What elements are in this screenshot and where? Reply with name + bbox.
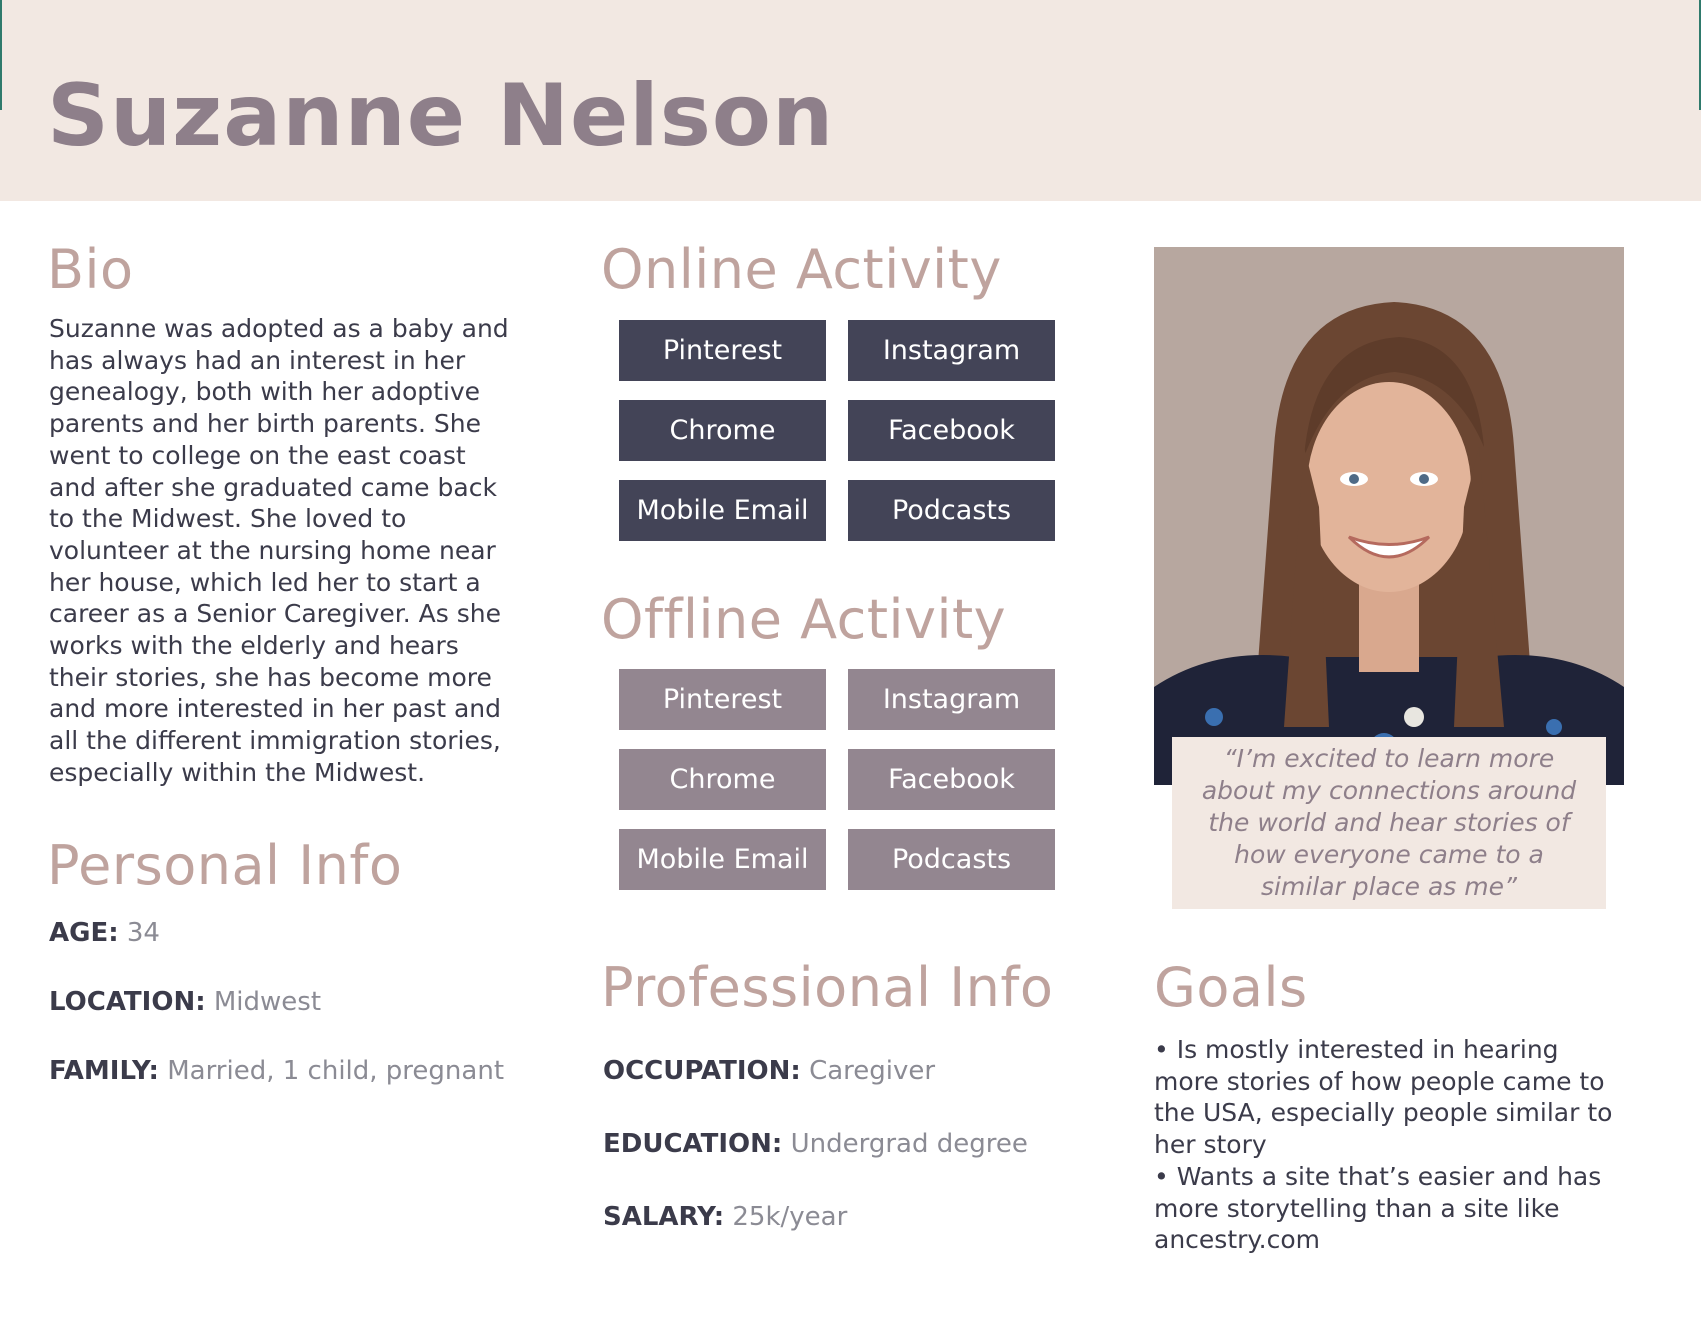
education-value: Undergrad degree <box>790 1129 1028 1159</box>
personal-info-heading: Personal Info <box>47 834 403 897</box>
persona-photo <box>1154 247 1624 785</box>
occupation-row <box>603 1056 935 1086</box>
age-label: AGE: <box>49 918 119 948</box>
online-instagram-button[interactable]: Instagram <box>848 320 1055 381</box>
online-activity-grid <box>619 320 1055 541</box>
family-value: Married, 1 child, pregnant <box>167 1056 505 1086</box>
offline-instagram-button[interactable]: Instagram <box>848 669 1055 730</box>
location-value: Midwest <box>213 987 322 1017</box>
offline-activity-heading: Offline Activity <box>601 588 1007 651</box>
salary-label: SALARY: <box>603 1202 725 1232</box>
salary-value: 25k/year <box>732 1202 848 1232</box>
location-label: LOCATION: <box>49 987 206 1017</box>
education-row <box>603 1129 1028 1159</box>
salary-row <box>603 1202 847 1232</box>
offline-chrome-button[interactable]: Chrome <box>619 749 826 810</box>
bio-text: Suzanne was adopted as a baby and has always had an interest in her genealogy, both with her adoptive parents and her birth parents. She went to college on the east coast and after she graduated came back to the Midwest. She loved to volunteer at the nursing home near her house, which led her to start a career as a Senior Caregiver. As she works with the elderly and hears their stories, she has become more and more interested in her past and all the different immigration stories, especially within the Midwest. <box>49 314 509 787</box>
goals-heading: Goals <box>1154 956 1308 1019</box>
online-activity-heading: Online Activity <box>601 238 1002 301</box>
occupation-label: OCCUPATION: <box>603 1056 801 1086</box>
header-accent-left <box>0 0 2 110</box>
persona-name: Suzanne Nelson <box>47 66 835 166</box>
professional-info-heading: Professional Info <box>601 956 1054 1019</box>
online-pinterest-button[interactable]: Pinterest <box>619 320 826 381</box>
occupation-value: Caregiver <box>809 1056 936 1086</box>
bio-heading: Bio <box>47 238 134 301</box>
online-mobile-email-button[interactable]: Mobile Email <box>619 480 826 541</box>
persona-quote: “I’m excited to learn more about my connections around the world and hear stories of how everyone came to a similar place as me” <box>1201 744 1577 901</box>
goal-item: • Is mostly interested in hearing more stories of how people came to the USA, especially people similar to her story <box>1154 1035 1613 1160</box>
goal-item: • Wants a site that’s easier and has more storytelling than a site like ancestry.com <box>1154 1161 1602 1255</box>
online-facebook-button[interactable]: Facebook <box>848 400 1055 461</box>
age-value: 34 <box>126 918 160 948</box>
family-label: FAMILY: <box>49 1056 159 1086</box>
online-podcasts-button[interactable]: Podcasts <box>848 480 1055 541</box>
location-row <box>49 987 321 1017</box>
goals-list <box>1154 1034 1624 1256</box>
offline-activity-grid <box>619 669 1055 890</box>
family-row <box>49 1056 504 1086</box>
offline-podcasts-button[interactable]: Podcasts <box>848 829 1055 890</box>
header-banner <box>0 0 1701 201</box>
offline-facebook-button[interactable]: Facebook <box>848 749 1055 810</box>
education-label: EDUCATION: <box>603 1129 783 1159</box>
offline-mobile-email-button[interactable]: Mobile Email <box>619 829 826 890</box>
quote-box <box>1172 737 1606 909</box>
age-row <box>49 918 160 948</box>
offline-pinterest-button[interactable]: Pinterest <box>619 669 826 730</box>
online-chrome-button[interactable]: Chrome <box>619 400 826 461</box>
